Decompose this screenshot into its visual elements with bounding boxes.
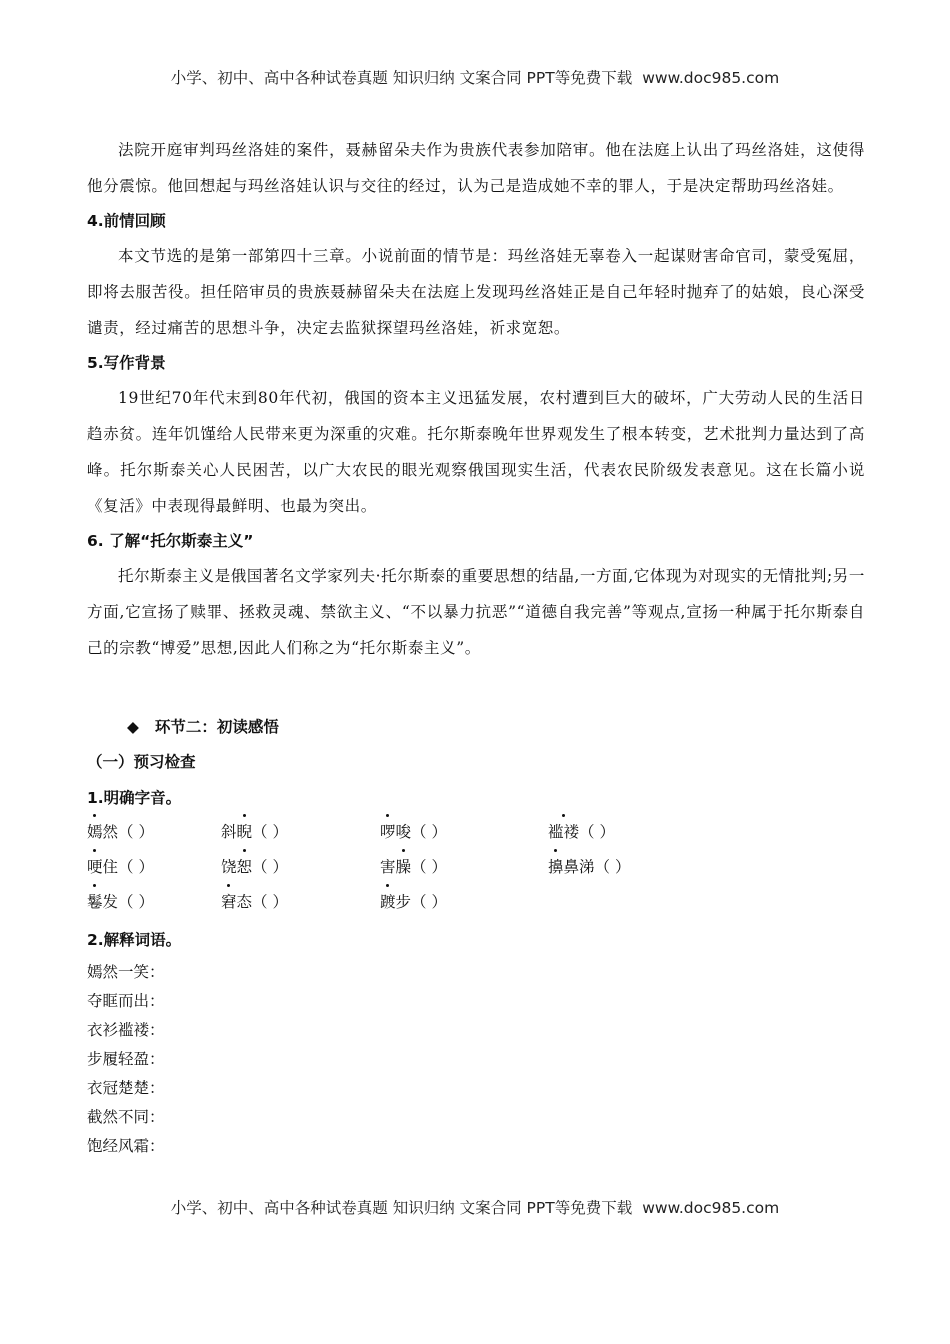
banner-site-link[interactable]: www.doc985.com <box>642 1199 780 1217</box>
vocab-item: 步履轻盈： <box>87 1050 165 1068</box>
stage-heading <box>87 710 865 744</box>
section-heading-tolstoyism: 6. 了解“托尔斯泰主义” <box>87 532 254 550</box>
section-text-plot-review: 本文节选的是第一部第四十三章。小说前面的情节是：玛丝洛娃无辜卷入一起谋财害命官司，蒙受冤屈，即将去服苦役。担任陪审员的贵族聂赫留朵夫在法庭上发现玛丝洛娃正是自己年轻时抛弃了的姑娘，良心深受谴责，经过痛苦的思想斗争，决定去监狱探望玛丝洛娃，祈求宽恕。 <box>87 247 865 337</box>
stage-title: 环节二：初读感悟 <box>154 718 279 736</box>
pronunciation-grid <box>87 816 865 922</box>
section-heading-plot-review: 4.前情回顾 <box>87 212 166 230</box>
intro-paragraph: 法院开庭审判玛丝洛娃的案件，聂赫留朵夫作为贵族代表参加陪审。他在法庭上认出了玛丝洛娃，这使得他分震惊。他回想起与玛丝洛娃认识与交往的经过，认为己是造成她不幸的罪人，于是决定帮助玛丝洛娃。 <box>87 141 865 195</box>
pronunciation-item: 褴褛（ ） <box>548 820 615 842</box>
vocab-item: 衣冠楚楚： <box>87 1079 165 1097</box>
banner-text: 小学、初中、高中各种试卷真题 知识归纳 文案合同 PPT等免费下载 <box>170 69 633 87</box>
pronunciation-item: 斜睨（ ） <box>221 820 288 842</box>
pronunciation-item: 窘态（ ） <box>221 890 288 912</box>
vocab-item: 衣衫褴褛： <box>87 1021 165 1039</box>
section-text-background: 19世纪70年代末到80年代初，俄国的资本主义迅猛发展，农村遭到巨大的破坏，广大劳动人民的生活日趋赤贫。连年饥馑给人民带来更为深重的灾难。托尔斯泰晚年世界观发生了根本转变，艺术批判力量达到了高峰。托尔斯泰关心人民困苦，以广大农民的眼光观察俄国现实生活，代表农民阶级发表意见。这在长篇小说《复活》中表现得最鲜明、也最为突出。 <box>87 389 865 515</box>
vocab-item: 截然不同： <box>87 1108 165 1126</box>
vocab-item: 夺眶而出： <box>87 992 165 1010</box>
diamond-bullet-icon: ◆ <box>127 718 139 736</box>
page-header-banner <box>0 66 950 88</box>
document-body <box>87 132 865 1161</box>
banner-text: 小学、初中、高中各种试卷真题 知识归纳 文案合同 PPT等免费下载 <box>170 1199 633 1217</box>
pronunciation-item: 嫣然（ ） <box>87 820 154 842</box>
vocab-item: 饱经风霜： <box>87 1137 165 1155</box>
pronunciation-heading: 1.明确字音。 <box>87 789 182 807</box>
vocab-item: 嫣然一笑： <box>87 963 165 981</box>
pronunciation-item: 鬈发（ ） <box>87 890 154 912</box>
banner-site-link[interactable]: www.doc985.com <box>642 69 780 87</box>
pronunciation-item: 害臊（ ） <box>380 855 447 877</box>
vocab-heading: 2.解释词语。 <box>87 931 182 949</box>
pronunciation-item: 饶恕（ ） <box>221 855 288 877</box>
preview-heading: （一）预习检查 <box>87 753 196 771</box>
page-footer-banner <box>0 1196 950 1218</box>
section-heading-background: 5.写作背景 <box>87 354 166 372</box>
pronunciation-item: 擤鼻涕（ ） <box>548 855 630 877</box>
pronunciation-item: 哽住（ ） <box>87 855 154 877</box>
section-text-tolstoyism: 托尔斯泰主义是俄国著名文学家列夫·托尔斯泰的重要思想的结晶,一方面,它体现为对现实的无情批判;另一方面,它宣扬了赎罪、拯救灵魂、禁欲主义、“不以暴力抗恶”“道德自我完善”等观点,宣扬一种属于托尔斯泰自己的宗教“博爱”思想,因此人们称之为“托尔斯泰主义”。 <box>87 567 865 657</box>
pronunciation-item: 啰唆（ ） <box>380 820 447 842</box>
pronunciation-item: 踱步（ ） <box>380 890 447 912</box>
